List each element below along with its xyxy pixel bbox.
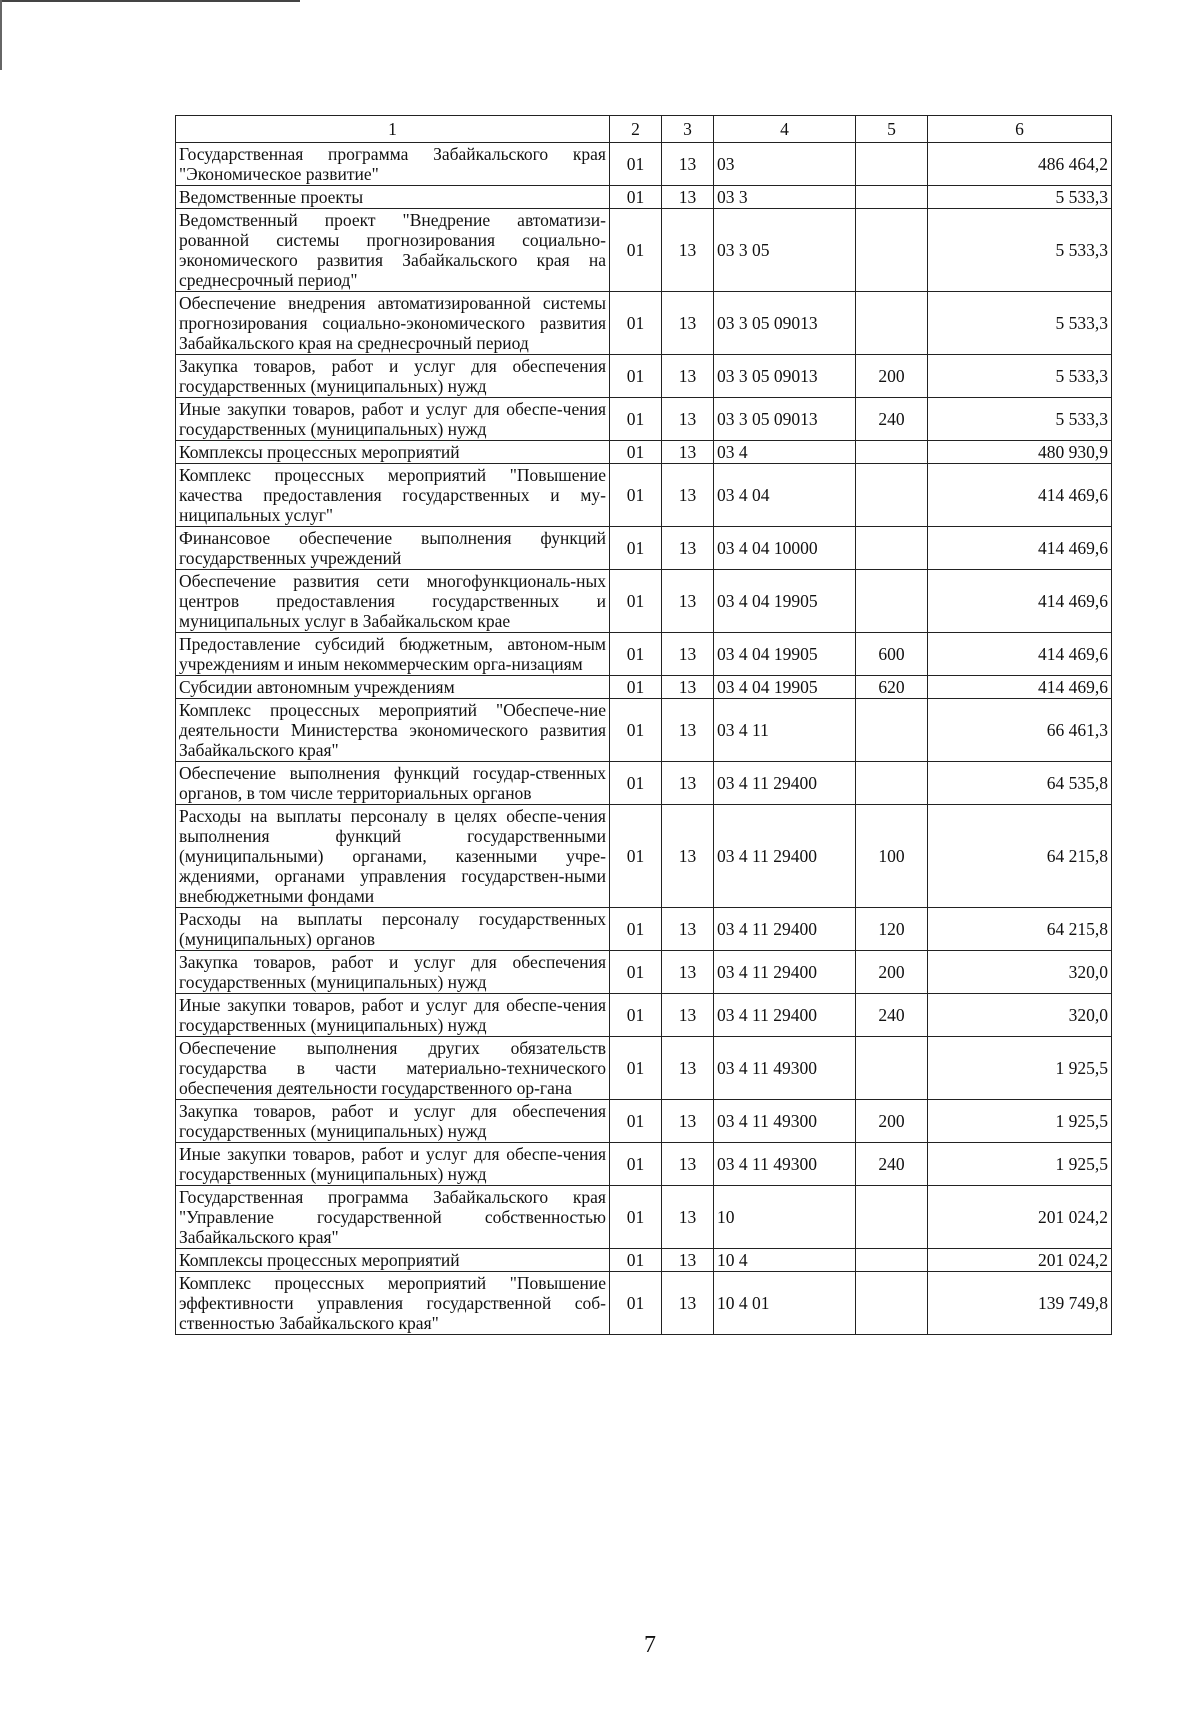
- row-name: Закупка товаров, работ и услуг для обеспечения государственных (муниципальных) нужд: [176, 951, 610, 994]
- row-subsection: 13: [662, 570, 714, 633]
- row-subsection: 13: [662, 398, 714, 441]
- table-row: [176, 1186, 1112, 1249]
- row-name: Комплекс процессных мероприятий "Повышение эффективности управления государственной соб-ственностью Забайкальского края": [176, 1272, 610, 1335]
- row-name: Комплексы процессных мероприятий: [176, 1249, 610, 1272]
- row-target-code: 03 4 04 19905: [714, 570, 856, 633]
- row-subsection: 13: [662, 1143, 714, 1186]
- header-col-1: 1: [176, 116, 610, 143]
- row-section: 01: [610, 292, 662, 355]
- row-subsection: 13: [662, 699, 714, 762]
- table-row: [176, 951, 1112, 994]
- row-expense-type: 240: [856, 994, 928, 1037]
- row-section: 01: [610, 143, 662, 186]
- row-section: 01: [610, 908, 662, 951]
- row-name: Иные закупки товаров, работ и услуг для обеспе-чения государственных (муниципальных) нужд: [176, 994, 610, 1037]
- row-target-code: 03 4 11 29400: [714, 762, 856, 805]
- row-target-code: 03 3 05 09013: [714, 292, 856, 355]
- table-row: [176, 633, 1112, 676]
- row-name: Государственная программа Забайкальского края "Экономическое развитие": [176, 143, 610, 186]
- row-subsection: 13: [662, 1249, 714, 1272]
- row-amount: 486 464,2: [928, 143, 1112, 186]
- row-expense-type: 240: [856, 1143, 928, 1186]
- row-expense-type: 200: [856, 1100, 928, 1143]
- row-subsection: 13: [662, 1100, 714, 1143]
- row-target-code: 10 4: [714, 1249, 856, 1272]
- row-name: Субсидии автономным учреждениям: [176, 676, 610, 699]
- row-section: 01: [610, 699, 662, 762]
- row-section: 01: [610, 1272, 662, 1335]
- row-expense-type: [856, 186, 928, 209]
- table-row: [176, 699, 1112, 762]
- row-amount: 66 461,3: [928, 699, 1112, 762]
- row-expense-type: [856, 699, 928, 762]
- row-target-code: 03 4 11 49300: [714, 1037, 856, 1100]
- row-expense-type: [856, 1186, 928, 1249]
- row-amount: 5 533,3: [928, 398, 1112, 441]
- row-name: Расходы на выплаты персоналу в целях обеспе-чения выполнения функций государственными (муниципальными) органами, казенными учре-ждениями, органами управления государствен-ными внебюджетными фондами: [176, 805, 610, 908]
- row-subsection: 13: [662, 1037, 714, 1100]
- row-subsection: 13: [662, 805, 714, 908]
- row-subsection: 13: [662, 355, 714, 398]
- row-section: 01: [610, 762, 662, 805]
- row-expense-type: 100: [856, 805, 928, 908]
- row-name: Обеспечение развития сети многофункциональ-ных центров предоставления государственных и муниципальных услуг в Забайкальском крае: [176, 570, 610, 633]
- row-subsection: 13: [662, 951, 714, 994]
- row-amount: 64 215,8: [928, 805, 1112, 908]
- table-row: [176, 292, 1112, 355]
- row-expense-type: 240: [856, 398, 928, 441]
- row-amount: 414 469,6: [928, 570, 1112, 633]
- row-name: Предоставление субсидий бюджетным, автоном-ным учреждениям и иным некоммерческим орга-низациям: [176, 633, 610, 676]
- row-amount: 414 469,6: [928, 527, 1112, 570]
- row-section: 01: [610, 1037, 662, 1100]
- row-amount: 414 469,6: [928, 676, 1112, 699]
- row-subsection: 13: [662, 186, 714, 209]
- table-row: [176, 762, 1112, 805]
- table-row: [176, 1272, 1112, 1335]
- table-row: [176, 676, 1112, 699]
- row-section: 01: [610, 951, 662, 994]
- row-section: 01: [610, 209, 662, 292]
- row-amount: 1 925,5: [928, 1143, 1112, 1186]
- row-subsection: 13: [662, 209, 714, 292]
- row-target-code: 03 4 11 29400: [714, 908, 856, 951]
- row-amount: 201 024,2: [928, 1249, 1112, 1272]
- row-subsection: 13: [662, 1186, 714, 1249]
- row-name: Ведомственный проект "Внедрение автоматизи-рованной системы прогнозирования социально-экономического развития Забайкальского края на среднесрочный период": [176, 209, 610, 292]
- row-section: 01: [610, 441, 662, 464]
- row-expense-type: 620: [856, 676, 928, 699]
- row-subsection: 13: [662, 1272, 714, 1335]
- row-name: Финансовое обеспечение выполнения функций государственных учреждений: [176, 527, 610, 570]
- row-subsection: 13: [662, 676, 714, 699]
- row-amount: 480 930,9: [928, 441, 1112, 464]
- row-target-code: 03 4 04 19905: [714, 676, 856, 699]
- row-amount: 1 925,5: [928, 1037, 1112, 1100]
- row-target-code: 03 4: [714, 441, 856, 464]
- row-name: Обеспечение выполнения функций государ-ственных органов, в том числе территориальных органов: [176, 762, 610, 805]
- row-section: 01: [610, 1143, 662, 1186]
- header-col-3: 3: [662, 116, 714, 143]
- header-col-2: 2: [610, 116, 662, 143]
- row-subsection: 13: [662, 994, 714, 1037]
- row-expense-type: 600: [856, 633, 928, 676]
- table-body: [176, 143, 1112, 1335]
- row-subsection: 13: [662, 633, 714, 676]
- row-amount: 320,0: [928, 951, 1112, 994]
- row-section: 01: [610, 1249, 662, 1272]
- row-subsection: 13: [662, 527, 714, 570]
- row-subsection: 13: [662, 464, 714, 527]
- row-target-code: 03 4 04: [714, 464, 856, 527]
- row-expense-type: [856, 527, 928, 570]
- table-row: [176, 994, 1112, 1037]
- row-section: 01: [610, 527, 662, 570]
- row-expense-type: [856, 292, 928, 355]
- row-target-code: 03 3 05: [714, 209, 856, 292]
- table-row: [176, 143, 1112, 186]
- table-row: [176, 908, 1112, 951]
- row-name: Комплекс процессных мероприятий "Обеспече-ние деятельности Министерства экономического развития Забайкальского края": [176, 699, 610, 762]
- table-row: [176, 1143, 1112, 1186]
- row-subsection: 13: [662, 143, 714, 186]
- row-target-code: 03 3: [714, 186, 856, 209]
- table-row: [176, 1249, 1112, 1272]
- table-row: [176, 527, 1112, 570]
- table-row: [176, 1037, 1112, 1100]
- row-expense-type: [856, 570, 928, 633]
- row-target-code: 03 3 05 09013: [714, 355, 856, 398]
- table-row: [176, 209, 1112, 292]
- row-target-code: 10 4 01: [714, 1272, 856, 1335]
- row-section: 01: [610, 805, 662, 908]
- table-row: [176, 805, 1112, 908]
- row-target-code: 03 4 11 29400: [714, 805, 856, 908]
- row-amount: 5 533,3: [928, 292, 1112, 355]
- row-section: 01: [610, 676, 662, 699]
- row-section: 01: [610, 994, 662, 1037]
- row-target-code: 03 4 11: [714, 699, 856, 762]
- row-section: 01: [610, 186, 662, 209]
- row-amount: 5 533,3: [928, 209, 1112, 292]
- row-name: Ведомственные проекты: [176, 186, 610, 209]
- row-section: 01: [610, 1186, 662, 1249]
- row-expense-type: [856, 143, 928, 186]
- row-amount: 139 749,8: [928, 1272, 1112, 1335]
- row-target-code: 03 4 04 19905: [714, 633, 856, 676]
- row-name: Комплексы процессных мероприятий: [176, 441, 610, 464]
- header-col-5: 5: [856, 116, 928, 143]
- page-number: 7: [644, 1632, 656, 1658]
- row-subsection: 13: [662, 762, 714, 805]
- budget-table: [175, 115, 1112, 1335]
- table-row: [176, 570, 1112, 633]
- row-expense-type: 200: [856, 355, 928, 398]
- table-row: [176, 186, 1112, 209]
- header-row: [176, 116, 1112, 143]
- header-col-4: 4: [714, 116, 856, 143]
- row-target-code: 10: [714, 1186, 856, 1249]
- row-amount: 64 215,8: [928, 908, 1112, 951]
- row-name: Комплекс процессных мероприятий "Повышение качества предоставления государственных и му-ниципальных услуг": [176, 464, 610, 527]
- row-name: Иные закупки товаров, работ и услуг для обеспе-чения государственных (муниципальных) нужд: [176, 1143, 610, 1186]
- row-section: 01: [610, 355, 662, 398]
- row-section: 01: [610, 464, 662, 527]
- row-expense-type: [856, 1037, 928, 1100]
- row-name: Государственная программа Забайкальского края "Управление государственной собственностью Забайкальского края": [176, 1186, 610, 1249]
- row-amount: 1 925,5: [928, 1100, 1112, 1143]
- row-section: 01: [610, 1100, 662, 1143]
- row-target-code: 03 4 11 49300: [714, 1143, 856, 1186]
- row-expense-type: [856, 1272, 928, 1335]
- table-row: [176, 441, 1112, 464]
- row-amount: 320,0: [928, 994, 1112, 1037]
- row-subsection: 13: [662, 908, 714, 951]
- table-row: [176, 355, 1112, 398]
- row-amount: 414 469,6: [928, 633, 1112, 676]
- row-amount: 201 024,2: [928, 1186, 1112, 1249]
- table-row: [176, 398, 1112, 441]
- row-name: Обеспечение выполнения других обязательств государства в части материально-технического обеспечения деятельности государственного ор-гана: [176, 1037, 610, 1100]
- scan-edge-line-left: [0, 0, 2, 70]
- table-row: [176, 464, 1112, 527]
- row-expense-type: [856, 1249, 928, 1272]
- row-name: Обеспечение внедрения автоматизированной системы прогнозирования социально-экономического развития Забайкальского края на среднесрочный период: [176, 292, 610, 355]
- row-expense-type: [856, 209, 928, 292]
- row-section: 01: [610, 398, 662, 441]
- row-amount: 64 535,8: [928, 762, 1112, 805]
- header-col-6: 6: [928, 116, 1112, 143]
- row-target-code: 03 4 04 10000: [714, 527, 856, 570]
- row-name: Закупка товаров, работ и услуг для обеспечения государственных (муниципальных) нужд: [176, 355, 610, 398]
- row-subsection: 13: [662, 292, 714, 355]
- row-amount: 5 533,3: [928, 355, 1112, 398]
- row-name: Иные закупки товаров, работ и услуг для обеспе-чения государственных (муниципальных) нужд: [176, 398, 610, 441]
- row-expense-type: [856, 441, 928, 464]
- table-row: [176, 1100, 1112, 1143]
- row-expense-type: 200: [856, 951, 928, 994]
- row-name: Закупка товаров, работ и услуг для обеспечения государственных (муниципальных) нужд: [176, 1100, 610, 1143]
- scan-edge-line: [0, 0, 300, 2]
- row-target-code: 03 3 05 09013: [714, 398, 856, 441]
- row-section: 01: [610, 633, 662, 676]
- row-subsection: 13: [662, 441, 714, 464]
- row-expense-type: 120: [856, 908, 928, 951]
- row-name: Расходы на выплаты персоналу государственных (муниципальных) органов: [176, 908, 610, 951]
- row-expense-type: [856, 762, 928, 805]
- row-amount: 5 533,3: [928, 186, 1112, 209]
- row-target-code: 03 4 11 29400: [714, 994, 856, 1037]
- row-target-code: 03 4 11 29400: [714, 951, 856, 994]
- row-target-code: 03: [714, 143, 856, 186]
- row-section: 01: [610, 570, 662, 633]
- row-amount: 414 469,6: [928, 464, 1112, 527]
- row-expense-type: [856, 464, 928, 527]
- row-target-code: 03 4 11 49300: [714, 1100, 856, 1143]
